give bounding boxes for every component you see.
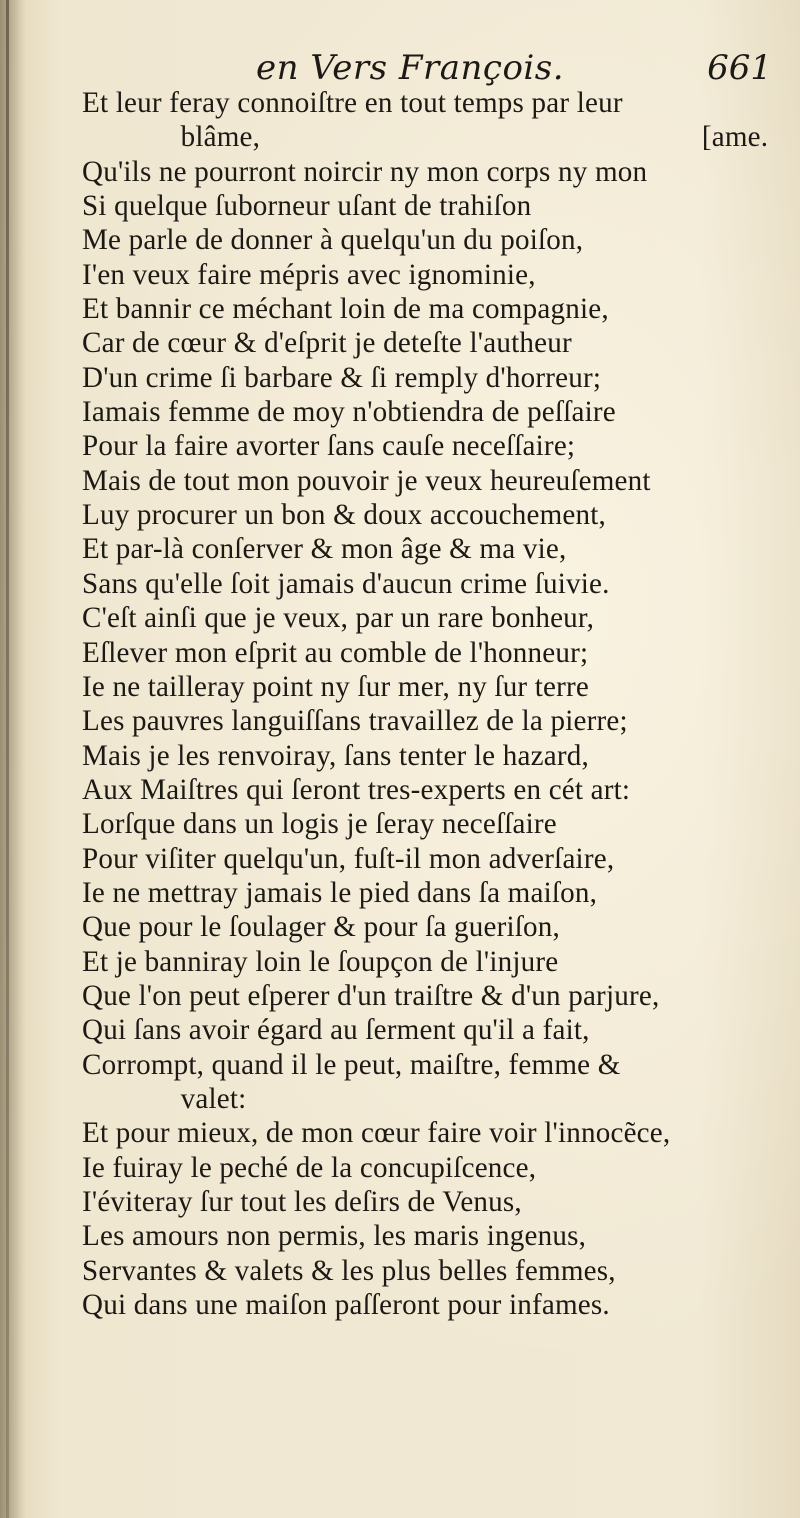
verse-line-continuation: valet:: [180, 1082, 247, 1115]
verse-line: Qui ſans avoir égard au ſerment qu'il a fait,: [82, 1014, 590, 1047]
verse-line: I'éviteray ſur tout les deſirs de Venus,: [82, 1186, 522, 1218]
verse-line: D'un crime ſi barbare & ſi remply d'horreur;: [82, 361, 602, 394]
turnover-word: [ame.: [701, 121, 769, 154]
verse-line: C'eſt ainſi que je veux, par un rare bonheur,: [82, 602, 595, 635]
running-title: en Vers François.: [256, 48, 565, 88]
verse-line: Mais je les renvoiray, ſans tenter le hazard,: [82, 739, 589, 772]
verse-line: Luy procurer un bon & doux accouchement,: [82, 499, 607, 532]
verse-line: Les pauvres languiſſans travaillez de la pierre;: [82, 705, 628, 738]
verse-line: Sans qu'elle ſoit jamais d'aucun crime ſuivie.: [82, 567, 610, 600]
poem-text: [82, 86, 782, 1322]
verse-line: Et leur feray connoiſtre en tout temps par leur: [82, 87, 623, 119]
verse-line: Pour viſiter quelqu'un, fuſt-il mon adverſaire,: [82, 842, 615, 875]
gutter-shadow: [0, 0, 26, 1518]
verse-line: Me parle de donner à quelqu'un du poiſon,: [82, 224, 584, 257]
verse-line: Et par-là conſerver & mon âge & ma vie,: [82, 533, 567, 566]
verse-line: Et je banniray loin le ſoupçon de l'injure: [82, 945, 559, 978]
verse-line: Et bannir ce méchant loin de ma compagnie,: [82, 293, 609, 326]
verse-line: Eſlever mon eſprit au comble de l'honneur;: [82, 636, 589, 669]
verse-line: Servantes & valets & les plus belles femmes,: [82, 1254, 616, 1287]
page-number: 661: [707, 48, 772, 88]
verse-line: Ie ne mettray jamais le pied dans ſa maiſon,: [82, 876, 598, 909]
verse-line: Qu'ils ne pourront noircir ny mon corps ny mon: [82, 155, 648, 188]
verse-line: Et pour mieux, de mon cœur faire voir l'innocẽce,: [82, 1117, 671, 1150]
verse-line: Que l'on peut eſperer d'un traiſtre & d'un parjure,: [82, 979, 660, 1012]
verse-line: Si quelque ſuborneur uſant de trahiſon: [82, 190, 532, 223]
verse-line: Iamais femme de moy n'obtiendra de peſſaire: [82, 396, 616, 429]
verse-line: Ie fuiray le peché de la concupiſcence,: [82, 1151, 537, 1184]
verse-line: Car de cœur & d'eſprit je deteſte l'autheur: [82, 327, 572, 360]
binding-edge: [6, 0, 9, 1518]
verse-line: Pour la faire avorter ſans cauſe neceſſaire;: [82, 430, 576, 463]
verse-line: Que pour le ſoulager & pour ſa gueriſon,: [82, 911, 561, 944]
verse-line: Lorſque dans un logis je ſeray neceſſaire: [82, 808, 557, 841]
verse-line-continuation: [82, 120, 772, 154]
verse-line: Les amours non permis, les maris ingenus,: [82, 1220, 587, 1253]
verse-line: Qui dans une maiſon paſſeront pour infames.: [82, 1289, 610, 1322]
verse-line: I'en veux faire mépris avec ignominie,: [82, 258, 536, 291]
page-header: [0, 44, 800, 92]
verse-line: Aux Maiſtres qui ſeront tres-experts en cét art:: [82, 773, 631, 806]
verse-line-text: blâme,: [180, 121, 261, 154]
verse-line: Mais de tout mon pouvoir je veux heureuſement: [82, 464, 651, 497]
verse-line: Corrompt, quand il le peut, maiſtre, femme &: [82, 1048, 621, 1081]
verse-line: Ie ne tailleray point ny ſur mer, ny ſur terre: [82, 670, 590, 703]
